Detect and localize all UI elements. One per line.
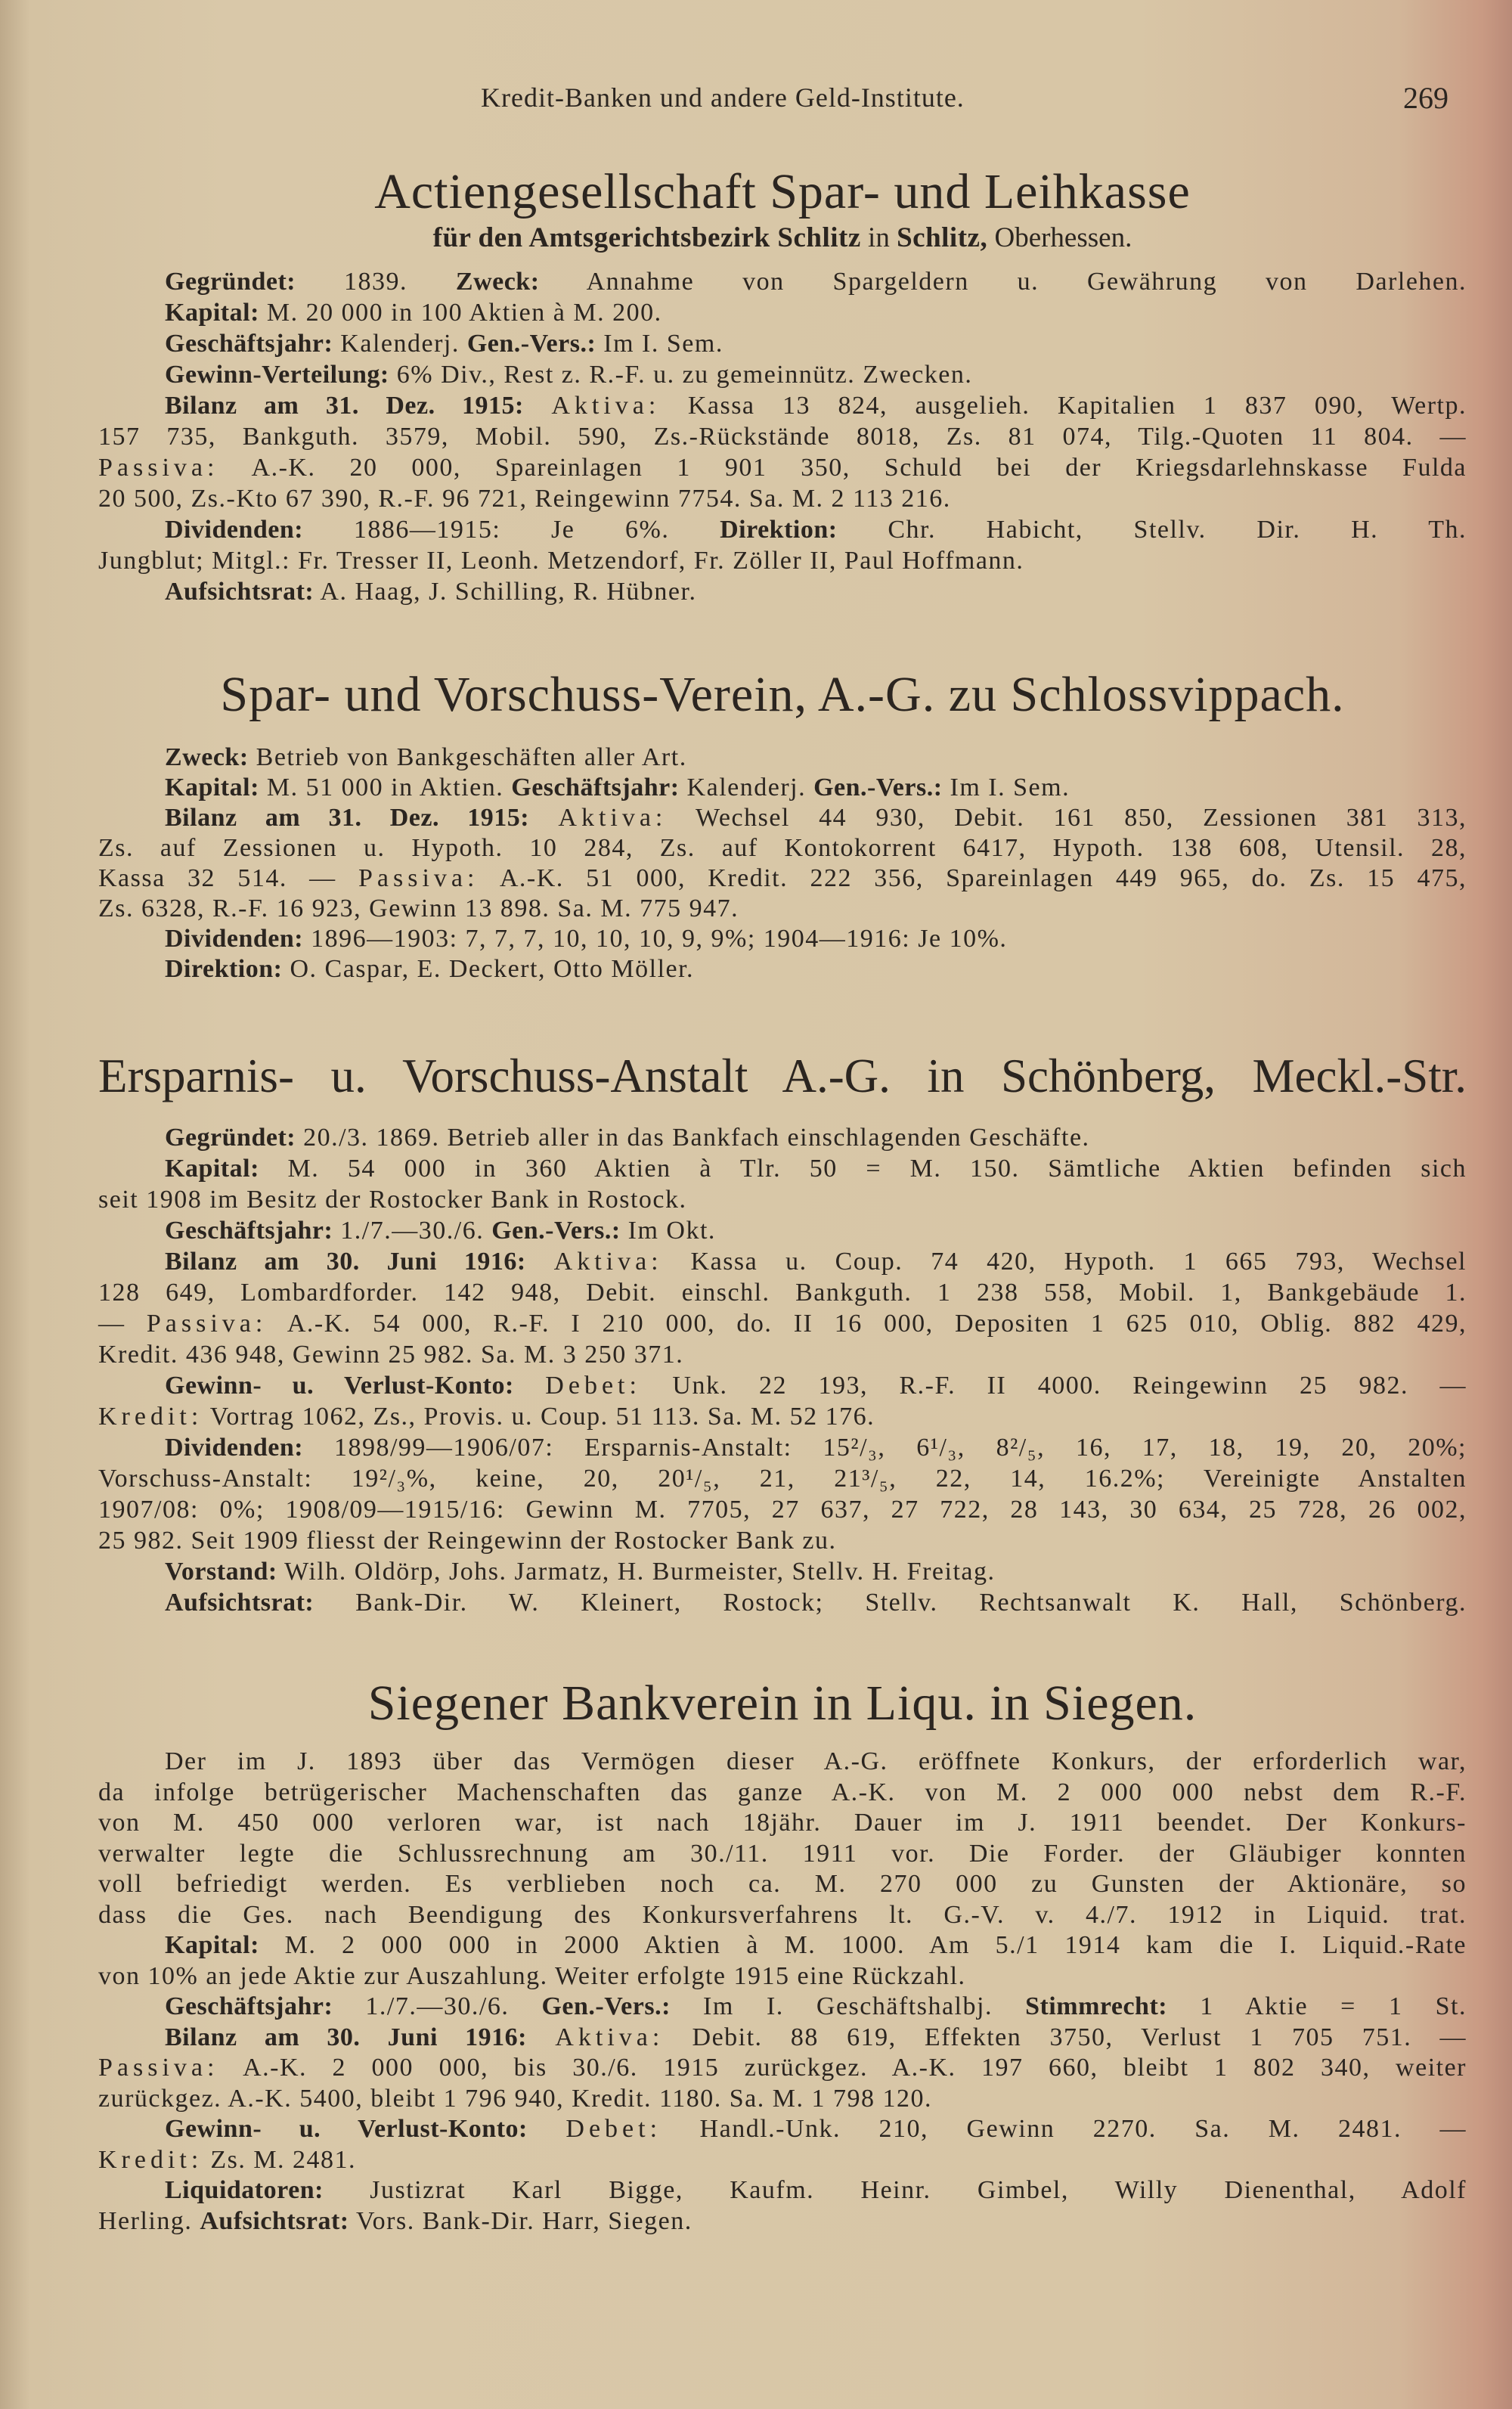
text-line	[98, 773, 1467, 803]
text-run: Annahme von Spargeldern u. Gewährung von Darlehen.	[539, 268, 1467, 296]
field-label: Aufsichtsrat:	[200, 2206, 349, 2235]
text-line	[98, 545, 1467, 576]
text-line	[98, 803, 1467, 833]
spaced-label: Passiva:	[358, 864, 479, 892]
section-title-spar-leihkasse: Actiengesellschaft Spar- und Leihkasse	[374, 164, 1191, 219]
text-run: A.-K. 51 000, Kredit. 222 356, Spareinlagen 449 965, do. Zs. 15 475,	[479, 864, 1467, 892]
text-run: Vortrag 1062, Zs., Provis. u. Coup. 51 113. Sa. M. 52 176.	[203, 1403, 875, 1431]
text-run: Kalenderj.	[333, 330, 467, 358]
text-run: 1 Aktie = 1 St.	[1167, 1992, 1467, 2020]
text-run: 1./7.—30./6.	[333, 1992, 542, 2020]
paragraph	[98, 576, 1467, 607]
paragraph	[98, 1122, 1467, 1153]
text-run: Kredit. 436 948, Gewinn 25 982. Sa. M. 3 250 371.	[98, 1341, 684, 1369]
text-run: Herling.	[98, 2206, 200, 2235]
text-line	[98, 1277, 1467, 1308]
spaced-label: Debet:	[545, 1372, 641, 1400]
text-line	[98, 1808, 1467, 1839]
paragraph	[98, 803, 1467, 924]
section-title-schlossvippach: Spar- und Vorschuss-Verein, A.-G. zu Schlossvippach.	[220, 667, 1345, 722]
section-title-siegener-bankverein: Siegener Bankverein in Liqu. in Siegen.	[367, 1676, 1198, 1731]
field-label: Bilanz am 30. Juni 1916:	[165, 1248, 526, 1276]
text-line	[98, 833, 1467, 863]
field-label: Schlitz,	[897, 222, 988, 253]
text-run: 6% Div., Rest z. R.-F. u. zu gemeinnütz. Zwecken.	[389, 361, 973, 389]
text-line	[98, 2175, 1467, 2206]
text-run: M. 54 000 in 360 Aktien à Tlr. 50 = M. 150. Sämtliche Aktien befinden sich	[259, 1155, 1467, 1183]
text-run: dass die Ges. nach Beendigung des Konkursverfahrens lt. G.-V. v. 4./7. 1912 in Liquid. trat.	[98, 1900, 1467, 1929]
spaced-label: Passiva:	[98, 454, 219, 482]
text-line	[98, 297, 1467, 328]
field-label: Liquidatoren:	[165, 2176, 324, 2204]
text-line	[98, 1215, 1467, 1246]
spaced-label: Aktiva:	[553, 1248, 663, 1276]
paragraph	[98, 1153, 1467, 1215]
paragraph	[98, 1556, 1467, 1587]
paragraph	[98, 1246, 1467, 1370]
field-label: Stimmrecht:	[1025, 1992, 1168, 2020]
text-run: von M. 450 000 verloren war, ist nach 18jähr. Dauer im J. 1911 beendet. Der Konkurs-	[98, 1809, 1467, 1837]
paragraph	[98, 2114, 1467, 2175]
paragraph	[98, 1747, 1467, 1930]
running-header	[0, 82, 1512, 119]
text-run: Chr. Habicht, Stellv. Dir. H. Th.	[837, 516, 1467, 544]
text-run: seit 1908 im Besitz der Rostocker Bank in Rostock.	[98, 1186, 687, 1214]
text-line	[98, 1184, 1467, 1215]
text-run: Kassa 13 824, ausgelieh. Kapitalien 1 837 090, Wertp.	[660, 392, 1467, 420]
text-run: Zs. M. 2481.	[203, 2145, 357, 2174]
field-label: für den Amtsgerichtsbezirk Schlitz	[432, 222, 861, 253]
text-run: A.-K. 20 000, Spareinlagen 1 901 350, Schuld bei der Kriegsdarlehnskasse Fulda	[218, 454, 1467, 482]
paragraph	[98, 514, 1467, 576]
entry-siegener-bankverein	[98, 1747, 1467, 2237]
text-line	[98, 1587, 1467, 1618]
text-run: A.-K. 2 000 000, bis 30./6. 1915 zurückgez. A.-K. 197 660, bleibt 1 802 340, weiter	[218, 2054, 1467, 2082]
text-run: A. Haag, J. Schilling, R. Hübner.	[314, 578, 697, 606]
text-run	[528, 2115, 566, 2143]
spaced-label: Kredit:	[98, 1403, 203, 1431]
text-line	[98, 421, 1467, 452]
field-label: Aufsichtsrat:	[165, 1589, 314, 1617]
text-run: in	[860, 222, 897, 253]
text-line	[98, 1494, 1467, 1525]
field-label: Gegründet:	[165, 1124, 296, 1152]
field-label: Zweck:	[455, 268, 540, 296]
text-run	[527, 2023, 555, 2051]
spaced-label: Passiva:	[146, 1310, 268, 1338]
text-run: da infolge betrügerischer Machenschaften das ganze A.-K. von M. 2 000 000 nebst dem R.-F.	[98, 1778, 1467, 1806]
text-run: A.-K. 54 000, R.-F. I 210 000, do. II 16 000, Depositen 1 625 010, Oblig. 882 429,	[267, 1310, 1467, 1338]
text-line	[98, 1339, 1467, 1370]
text-run: Jungblut; Mitgl.: Fr. Tresser II, Leonh. Metzendorf, Fr. Zöller II, Paul Hoffmann.	[98, 547, 1024, 575]
text-line	[98, 1463, 1467, 1494]
text-run: Bank-Dir. W. Kleinert, Rostock; Stellv. Rechtsanwalt K. Hall, Schönberg.	[314, 1589, 1467, 1617]
field-label: Dividenden:	[165, 925, 304, 953]
paragraph	[98, 390, 1467, 514]
spaced-label: Aktiva:	[555, 2023, 665, 2051]
text-line	[98, 1839, 1467, 1870]
text-line	[98, 924, 1467, 954]
paragraph	[98, 1930, 1467, 1992]
text-line	[98, 954, 1467, 984]
text-line	[98, 1122, 1467, 1153]
page-number: 269	[1403, 81, 1448, 115]
text-run: Oberhessen.	[987, 222, 1132, 253]
text-run: Wilh. Oldörp, Johs. Jarmatz, H. Burmeister, Stellv. H. Freitag.	[277, 1558, 996, 1586]
paragraph	[98, 297, 1467, 328]
text-line	[98, 2053, 1467, 2084]
field-label: Kapital:	[165, 774, 259, 801]
field-label: Kapital:	[165, 1931, 259, 1959]
text-run: Zs. auf Zessionen u. Hypoth. 10 284, Zs. auf Kontokorrent 6417, Hypoth. 138 608, Utensil. 28,	[98, 834, 1467, 862]
text-run: verwalter legte die Schlussrechnung am 30./11. 1911 vor. Die Forder. der Gläubiger konnten	[98, 1839, 1467, 1868]
field-label: Gewinn- u. Verlust-Konto:	[165, 2115, 528, 2143]
text-run: Im Okt.	[620, 1217, 716, 1245]
text-run: von 10% an jede Aktie zur Auszahlung. Weiter erfolgte 1915 eine Rückzahl.	[98, 1961, 966, 1990]
text-line	[98, 1432, 1467, 1463]
paragraph	[98, 2175, 1467, 2237]
text-line	[98, 1778, 1467, 1809]
paragraph	[98, 1432, 1467, 1556]
text-run: Betrieb von Bankgeschäften aller Art.	[248, 743, 687, 771]
text-line	[98, 266, 1467, 297]
spaced-label: Aktiva:	[551, 392, 661, 420]
text-run: Im I. Sem.	[596, 330, 723, 358]
text-run: Im I. Geschäftshalbj.	[670, 1992, 1026, 2020]
text-run: Unk. 22 193, R.-F. II 4000. Reingewinn 25 982. —	[640, 1372, 1467, 1400]
field-label: Kapital:	[165, 299, 259, 327]
text-run: 1907/08: 0%; 1908/09—1915/16: Gewinn M. 7705, 27 637, 27 722, 28 143, 30 634, 25 728, 26 002,	[98, 1496, 1467, 1524]
field-label: Zweck:	[165, 743, 249, 771]
running-title: Kredit-Banken und andere Geld-Institute.	[481, 82, 965, 113]
paragraph	[98, 359, 1467, 390]
text-line	[98, 2084, 1467, 2115]
text-line	[98, 514, 1467, 545]
text-line	[98, 1747, 1467, 1778]
text-run	[524, 392, 551, 420]
text-line	[98, 1869, 1467, 1900]
field-label: Gen.-Vers.:	[466, 330, 596, 358]
text-run: 1898/99—1906/07: Ersparnis-Anstalt: 15²/₃, 6¹/₃, 8²/₅, 16, 17, 18, 19, 20, 20%;	[303, 1434, 1467, 1462]
field-label: Geschäftsjahr:	[165, 1217, 333, 1245]
field-label: Bilanz am 30. Juni 1916:	[165, 2023, 528, 2051]
text-line	[98, 1556, 1467, 1587]
field-label: Geschäftsjahr:	[511, 774, 680, 801]
field-label: Vorstand:	[165, 1558, 277, 1586]
field-label: Bilanz am 31. Dez. 1915:	[165, 392, 524, 420]
text-run: Zs. 6328, R.-F. 16 923, Gewinn 13 898. Sa. M. 775 947.	[98, 894, 739, 922]
field-label: Direktion:	[720, 516, 838, 544]
text-run: Kassa 32 514. —	[98, 864, 358, 892]
text-run: M. 51 000 in Aktien.	[259, 774, 512, 801]
text-line	[98, 2145, 1467, 2176]
entry-schlossvippach	[98, 743, 1467, 984]
text-run: 128 649, Lombardforder. 142 948, Debit. einschl. Bankguth. 1 238 558, Mobil. 1, Bankgebäude 1.	[98, 1279, 1467, 1307]
field-label: Gen.-Vers.:	[813, 774, 943, 801]
text-line	[98, 452, 1467, 483]
field-label: Direktion:	[165, 955, 283, 983]
text-run: 1./7.—30./6.	[333, 1217, 492, 1245]
paragraph	[98, 1587, 1467, 1618]
field-label: Gen.-Vers.:	[491, 1217, 621, 1245]
spaced-label: Passiva:	[98, 2054, 219, 2082]
text-line	[98, 2206, 1467, 2237]
text-run: Kassa u. Coup. 74 420, Hypoth. 1 665 793, Wechsel	[662, 1248, 1467, 1276]
text-line	[98, 1153, 1467, 1184]
text-run: voll befriedigt werden. Es verblieben noch ca. M. 270 000 zu Gunsten der Aktionäre, so	[98, 1870, 1467, 1898]
paragraph	[98, 328, 1467, 359]
text-run: M. 2 000 000 in 2000 Aktien à M. 1000. Am 5./1 1914 kam die I. Liquid.-Rate	[259, 1931, 1467, 1959]
text-run: 25 982. Seit 1909 fliesst der Reingewinn der Rostocker Bank zu.	[98, 1527, 837, 1555]
text-line	[98, 1961, 1467, 1992]
field-label: Bilanz am 31. Dez. 1915:	[165, 804, 530, 832]
text-line	[98, 1308, 1467, 1339]
text-run: zurückgez. A.-K. 5400, bleibt 1 796 940, Kredit. 1180. Sa. M. 1 798 120.	[98, 2084, 932, 2113]
paragraph	[98, 924, 1467, 954]
spaced-label: Kredit:	[98, 2145, 203, 2174]
text-run: 20./3. 1869. Betrieb aller in das Bankfach einschlagenden Geschäfte.	[296, 1124, 1090, 1152]
text-run: Vors. Bank-Dir. Harr, Siegen.	[349, 2206, 692, 2235]
text-run: 1886—1915: Je 6%.	[303, 516, 720, 544]
spaced-label: Aktiva:	[558, 804, 668, 832]
text-line	[98, 2114, 1467, 2145]
text-run: 1896—1903: 7, 7, 7, 10, 10, 10, 9, 9%; 1904—1916: Je 10%.	[303, 925, 1008, 953]
field-label: Geschäftsjahr:	[165, 1992, 333, 2020]
text-run: Der im J. 1893 über das Vermögen dieser A.-G. eröffnete Konkurs, der erforderlich war,	[165, 1747, 1467, 1775]
text-line	[98, 359, 1467, 390]
text-line	[98, 1246, 1467, 1277]
section-title-schoenberg: Ersparnis- u. Vorschuss-Anstalt A.-G. in Schönberg, Meckl.-Str.	[98, 1049, 1467, 1102]
text-run: M. 20 000 in 100 Aktien à M. 200.	[259, 299, 662, 327]
entry-schoenberg	[98, 1122, 1467, 1618]
text-line	[98, 390, 1467, 421]
text-line	[98, 863, 1467, 894]
text-run: —	[98, 1310, 147, 1338]
paragraph	[98, 2023, 1467, 2115]
text-line	[98, 576, 1467, 607]
field-label: Gewinn- u. Verlust-Konto:	[165, 1372, 514, 1400]
paragraph	[98, 1370, 1467, 1432]
text-run: 157 735, Bankguth. 3579, Mobil. 590, Zs.-Rückstände 8018, Zs. 81 074, Tilg.-Quoten 11 804. —	[98, 423, 1467, 451]
field-label: Gewinn-Verteilung:	[165, 361, 389, 389]
field-label: Dividenden:	[165, 1434, 304, 1462]
text-line	[98, 1930, 1467, 1961]
text-line	[98, 1900, 1467, 1931]
text-run: Vorschuss-Anstalt: 19²/₃%, keine, 20, 20¹/₅, 21, 21³/₅, 22, 14, 16.2%; Vereinigte Anstalten	[98, 1465, 1467, 1493]
text-line	[98, 743, 1467, 773]
text-line	[98, 1525, 1467, 1556]
paragraph	[98, 743, 1467, 773]
text-line	[98, 328, 1467, 359]
text-line	[98, 1992, 1467, 2023]
text-line	[98, 894, 1467, 924]
field-label: Kapital:	[165, 1155, 259, 1183]
field-label: Geschäftsjahr:	[165, 330, 333, 358]
text-line	[98, 1370, 1467, 1401]
field-label: Gegründet:	[165, 268, 296, 296]
text-line	[98, 483, 1467, 514]
text-run	[514, 1372, 546, 1400]
paragraph	[98, 1992, 1467, 2023]
text-run: Handl.-Unk. 210, Gewinn 2270. Sa. M. 2481. —	[662, 2115, 1467, 2143]
text-run: Wechsel 44 930, Debit. 161 850, Zessionen 381 313,	[667, 804, 1467, 832]
paragraph	[98, 954, 1467, 984]
text-run: 20 500, Zs.-Kto 67 390, R.-F. 96 721, Reingewinn 7754. Sa. M. 2 113 216.	[98, 485, 951, 513]
text-run: O. Caspar, E. Deckert, Otto Möller.	[282, 955, 695, 983]
text-run: Im I. Sem.	[942, 774, 1070, 801]
field-label: Aufsichtsrat:	[165, 578, 314, 606]
text-run: 1839.	[296, 268, 456, 296]
spaced-label: Debet:	[565, 2115, 662, 2143]
text-run: Justizrat Karl Bigge, Kaufm. Heinr. Gimbel, Willy Dienenthal, Adolf	[323, 2176, 1467, 2204]
text-line	[98, 2023, 1467, 2054]
paragraph	[98, 266, 1467, 297]
section-subtitle	[98, 222, 1467, 255]
text-line	[98, 1401, 1467, 1432]
text-run	[526, 1248, 554, 1276]
paragraph	[98, 1215, 1467, 1246]
text-run	[529, 804, 558, 832]
field-label: Gen.-Vers.:	[541, 1992, 671, 2020]
text-run: Kalenderj.	[679, 774, 814, 801]
field-label: Dividenden:	[165, 516, 304, 544]
paragraph	[98, 773, 1467, 803]
entry-spar-leihkasse-schlitz	[98, 266, 1467, 607]
text-run: Debit. 88 619, Effekten 3750, Verlust 1 705 751. —	[664, 2023, 1467, 2051]
